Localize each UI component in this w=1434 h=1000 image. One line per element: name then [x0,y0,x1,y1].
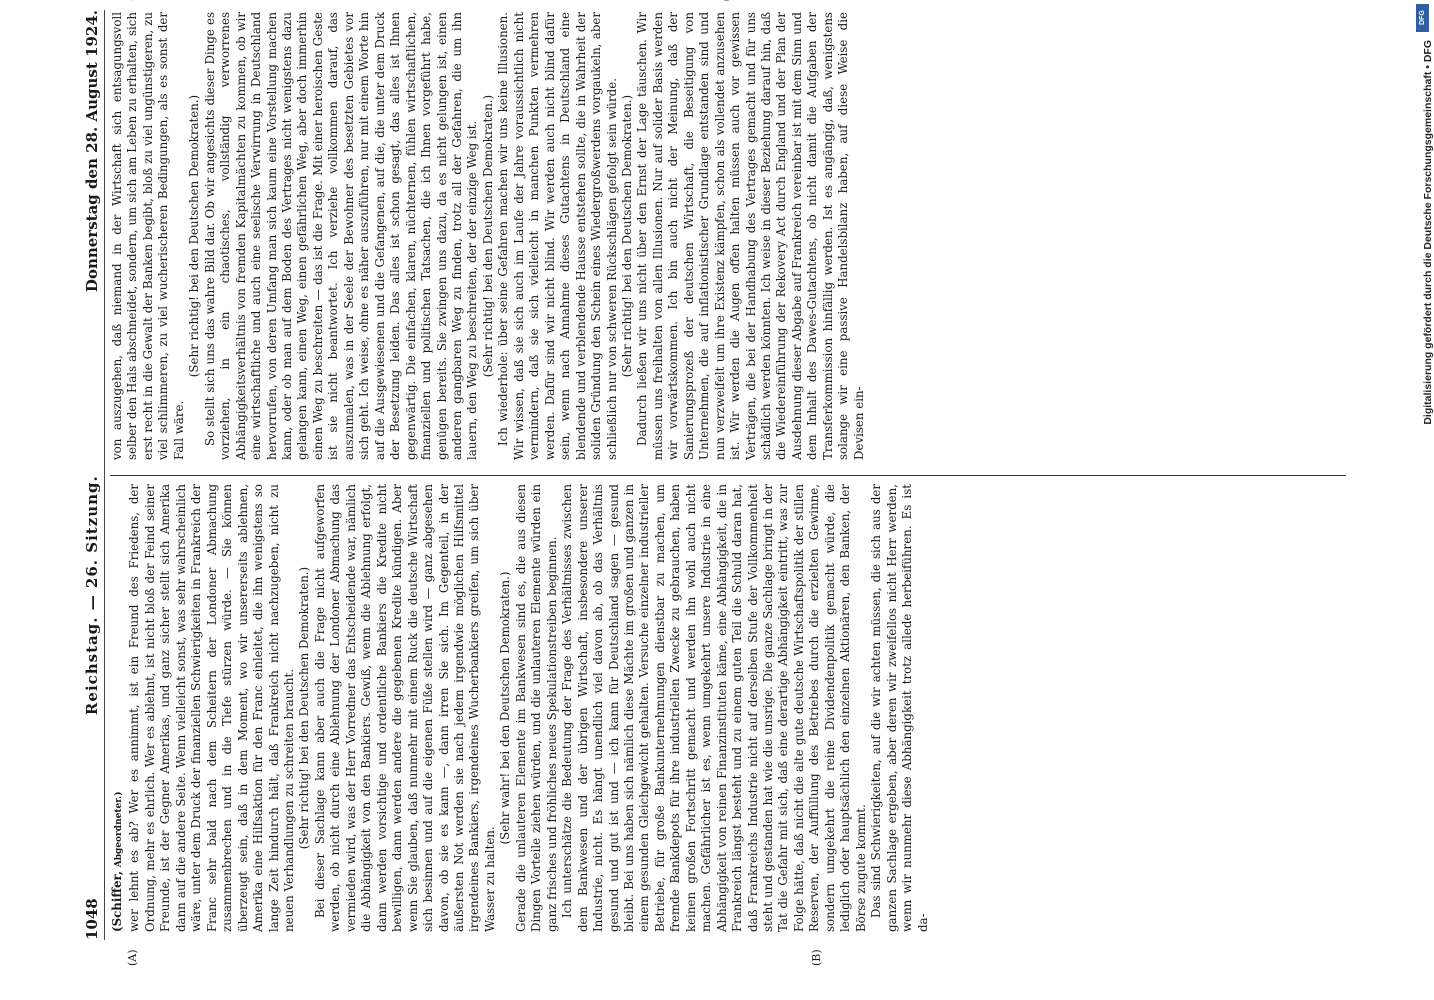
paragraph: Dadurch ließen wir uns nicht über den Ernst der Lage täuschen. Wir müssen uns freihalten von allen Illusionen. Nur auf solider Basis werden wir vorwärtskommen. Ich bin auch nicht der Meinung, daß der Sanierungsprozeß der deutschen Wirtschaft, die Beseitigung von Unternehmen, die auf inflationistischer Grundlage entstanden sind und nun verzweifelt um ihre Existenz kämpfen, schon als vollendet anzusehen ist. Wir werden die Augen offen halten müssen auch vor gewissen Verträgen, die bei der Handhabung des Vertrages gemacht und für uns schädlich werden könnten. Ich weise in dieser Beziehung darauf hin, daß die Wiedereinführung der Rekovery Act durch England und der Plan der Ausdehnung dieser Abgabe auf Frankreich vereinbar ist mit dem Sinn und dem Inhalt des Dawes-Gutachtens, ob nicht damit die Aufgaben der Transferkommission hinfällig werden. Ist es angängig, daß, wenigstens solange wir eine passive Handelsbilanz haben, auf diese Weise die Devisen ein- [635,12,866,460]
interjection: (Sehr wahr! bei den Deutschen Demokraten.) [498,571,513,845]
paragraph: Bei dieser Sachlage kann aber auch die Frage nicht aufgeworfen werden, ob nicht durch eine Ablehnung der Londoner Abmachung das vermieden wird, was der Herr Vorredner das Entscheidende war, nämlich die Abhängigkeit von den Bankiers. Gewiß, wenn die Ablehnung erfolgt, dann werden vorsichtige und ordentliche Bankiers die Kredite nicht bewilligen, dann werden andere die gegebenen Kredite kündigen. Aber wenn Sie glauben, daß nunmehr mit einem Ruck die deutsche Wirtschaft sich besinnen und auf die eigenen Füße stellen wird — ganz abgesehen davon, ob sie es kann —, dann irren Sie sich. Im Gegenteil, in der äußersten Not werden sie nach jedem irgendwie möglichen Hilfsmittel irgendeines Bankiers, irgendeines Wucherbankiers greifen, um sich über Wasser zu halten. [312,484,497,932]
margin-mark-b: (B) [810,949,823,966]
column-rule [110,475,1346,476]
speaker-role: Abgeordneter.) [114,791,124,868]
page-number: 1048 [83,898,101,940]
scanned-page [80,10,1350,966]
credit-strip [1412,0,1432,1000]
paragraph: von auszugehen, daß niemand in der Wirtschaft sich entsagungsvoll selber den Hals abschneidet, sondern, um sich am Leben zu erhalten, sich erst recht in die Gewalt der Banken begibt, bloß zu viel ungünstigeren, zu viel schlimmeren, zu viel wucherischeren Bedingungen, als es sonst der Fall wäre. [110,12,186,460]
margin-mark-d [720,0,733,1]
credit-text: Digitalisierung gefördert durch die Deutsche Forschungsgemeinschaft • DFG [1422,40,1434,425]
margin-mark-a: (A) [126,949,139,966]
paragraph: wer lehnt es ab? Wer es annimmt, ist ein Freund des Friedens, der Ordnung, mehr es ehrlich. Wer es ablehnt, ist nicht bloß der Feind seiner Freunde, ist der Gegner Amerikas, und ganz sicher stellt sich Amerika dann auf die andere Seite. Wenn vielleicht sonst, was sehr wahrscheinlich wäre, unter dem Druck der finanziellen Schwierigkeiten in Frankreich der Franc sehr bald nach dem Scheitern der Londoner Abmachung zusammenbrechen und in die Tiefe stürzen würde. — Sie können überzeugt sein, daß in dem Moment, wo wir unsererseits ablehnen, Amerika eine Hilfsaktion für den Franc einleitet, die ihn wenigstens so lange Zeit hindurch hält, daß Frankreich nicht nachzugeben, nicht zu neuen Verhandlungen zu schreiten braucht. [127,484,296,932]
running-head [80,10,105,940]
dfg-logo: DFG [1416,4,1429,32]
paragraph: Ich unterschätze die Bedeutung der Frage des Verhältnisses zwischen dem Bankwesen und der übrigen Wirtschaft, insbesondere unserer Industrie, nicht. Es hängt unendlich viel davon ab, ob das Verhältnis gesund und gut ist und — ich kann für Deutschland sagen — gesund bleibt. Bei uns haben sich nämlich diese Mächte im großen und ganzen in einem gesunden Gleichgewicht gehalten. Versuche einzelner industrieller Betriebe, für große Bankunternehmungen dienstbar zu machen, um fremde Bankdepots für ihre industriellen Zwecke zu gebrauchen, haben keinen großen Fortschritt gemacht und werden ihn wohl auch nicht machen. Gefährlicher ist es, wenn umgekehrt unsere Industrie in eine Abhängigkeit von reinen Finanzinstituten käme, eine Abhängigkeit, die in Frankreich längst besteht und zu einem guten Teil die Schuld daran hat, daß Frankreichs Industrie nicht auf derselben Stufe der Vollkommenheit steht und gestanden hat wie die unsrige. Die ganze Sachlage bringt in der Tat die Gefahr mit sich, daß eine derartige Abhängigkeit eintritt, was zur Folge hätte, daß nicht die alte gute deutsche Wirtschaftspolitik der stillen Reserven, der Auffüllung des Betriebes durch die erzielten Gewinne, sondern umgekehrt die reine Dividendenpolitik gemacht würde, die lediglich oder hauptsächlich den einzelnen Aktionären, den Banken, der Börse zugute kommt. [560,484,868,932]
speaker-line [110,484,127,932]
session-date: Donnerstag den 28. August 1924. [83,10,101,293]
paragraph: Gerade die unlauteren Elemente im Bankwesen sind es, die aus diesen Dingen Vorteile ziehen würden, und die unlauteren Elemente würden ein ganz frisches und fröhliches neues Spekulationstreiben beginnen. [513,484,559,932]
session-title: Reichstag. — 26. Sitzung. [83,475,101,716]
interjection: (Sehr richtig! bei den Deutschen Demokraten.) [187,94,202,378]
right-column [110,12,1350,460]
paragraph: Das sind Schwierigkeiten, auf die wir achten müssen, die sich aus der ganzen Sachlage ergeben, aber deren wir zweifellos nicht Herr werden, wenn wir nunmehr diese Abhängigkeit trotz allede herbeiführen. Es ist da- [869,484,930,932]
interjection: (Sehr richtig! bei den Deutschen Demokraten.) [480,94,495,378]
left-column [110,484,1350,932]
speaker-name: (Schiffer, [110,871,124,932]
margin-mark-c [126,0,139,1]
page-sheet [80,10,1350,966]
paragraph: So stellt sich uns das wahre Bild dar. Ob wir angesichts dieser Dinge es vorziehen, in ein chaotisches, vollständig verworrenes Abhängigkeitsverhältnis von fremden Kapitalmächten zu kommen, ob wir eine wirtschaftliche und auch eine seelische Verwirrung in Deutschland hervorrufen, von deren Umfang man sich kaum eine Vorstellung machen kann, oder ob man auf dem Boden des Vertrages nicht wenigstens dazu gelangen kann, einen Weg, einen gefährlichen Weg, aber doch immerhin einen Weg zu beschreiten — das ist die Frage. Mit einer heroischen Geste ist sie nicht beantwortet. Ich verziehe vollkommen darauf, das auszumalen, was in der Seele der Bewohner des besetzten Gebietes vor sich geht. Ich weise, ohne es näher auszuführen, nur mit einem Worte hin auf die Ausgewiesenen und die Gefangenen, auf die, die unter dem Druck der Besetzung leiden. Das alles ist schon gesagt, das alles ist Ihnen gegenwärtig. Die einfachen, klaren, nüchternen, fühlen wirtschaftlichen, finanziellen und politischen Tatsachen, die ich Ihnen vorgeführt habe, genügen bereits. Sie zwingen uns dazu, da es nicht gelungen ist, einen anderen gangbaren Weg zu finden, trotz all der Gefahren, die um ihn lauern, den Weg zu beschreiten, der der einzige Weg ist. [202,12,480,460]
paragraph: Ich wiederhole: über seine Gefahren machen wir uns keine Illusionen. Wir wissen, daß sie sich auch im Laufe der Jahre voraussichtlich nicht vermindern, daß sie sich vielleicht in manchen Punkten vermehren werden. Dafür sind wir nicht blind. Wir werden auch nicht blind dafür sein, wenn nach Annahme dieses Gutachtens in Deutschland eine blendende und verblendende Hausse entstehen sollte, die in Wahrheit der soliden Gründung den Schein eines Wiedergroßwerdens vorgaukeln, aber schließlich nur von schweren Rückschlägen gefolgt sein würde. [496,12,619,460]
interjection: (Sehr richtig! bei den Deutschen Demokraten.) [619,94,634,378]
interjection: (Sehr richtig! bei den Deutschen Demokraten.) [297,566,312,850]
